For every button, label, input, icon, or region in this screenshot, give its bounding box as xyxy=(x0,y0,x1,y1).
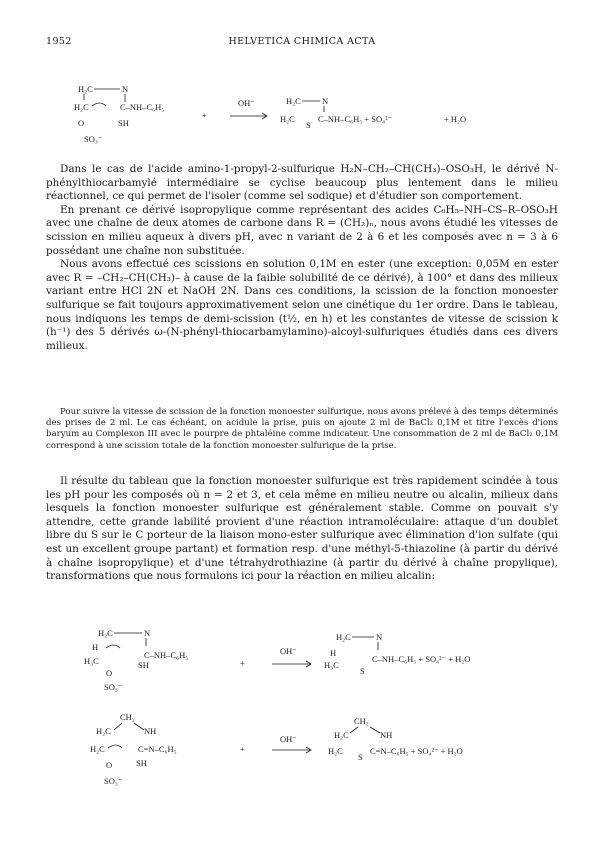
reaction-scheme-2 xyxy=(84,628,544,708)
s3-prod-nh: NH xyxy=(380,730,393,740)
s3-sh: SH xyxy=(136,758,147,768)
s2-prod-s: S xyxy=(360,666,365,676)
s2-h3c: H₃C xyxy=(84,656,99,666)
reaction-scheme-1 xyxy=(74,84,544,156)
chem-sh: SH xyxy=(118,118,129,128)
intro-paragraphs xyxy=(46,163,558,353)
s2-so3: SO₃⁻ xyxy=(104,682,123,692)
s3-arrow-label: OH⁻ xyxy=(280,734,297,744)
prod-c-nh-c6h5: C–NH–C₆H₅ + SO₄²⁻ xyxy=(318,114,393,124)
s3-n-c6h5: C=N–C₆H₅ xyxy=(138,744,177,754)
s3-h2c-2: H₂C xyxy=(90,744,105,754)
prod-h2c: H₂C xyxy=(286,96,301,106)
paragraph-2: En prenant ce dérivé isopropylique comme représentant des acides C₆H₅–NH–CS–R–OSO₃H avec une chaîne de deux atomes de carbone dans R = (CH₂)ₙ, nous avons étudié les vitesses de scission en milieu aqueux à divers pH, avec n variant de 2 à 6 et les composés avec n = 3 à 6 possédant une chaîne non substituée. xyxy=(46,203,558,257)
s3-ch2: CH₂ xyxy=(120,712,135,722)
s3-prod-h2c-2: H₂C xyxy=(328,746,343,756)
s2-nh-c6h5: C–NH–C₆H₅ xyxy=(144,650,189,660)
scheme-2-drawing xyxy=(84,628,544,708)
s2-prod-h3c: H₃C xyxy=(324,660,339,670)
plus-sign: + xyxy=(202,110,207,120)
chem-c-o: O xyxy=(78,118,85,128)
prod-h2c-2: H₂C xyxy=(280,114,295,124)
prod-n: N xyxy=(322,96,329,106)
footnote-text: Pour suivre la vitesse de scission de la fonction monoester sulfurique, nous avons prélevé à des temps déterminés des prises de 2 ml. Le cas échéant, on acidule la prise, puis on ajoute 2 ml de BaCl₂ 0,1M et titre l'excès d'ions baryum au Complexon III avec le pourpre de phtaléine comme indicateur. Une consommation de 2 ml de BaCl₂ 0,1M correspond à une scission totale de la fonction monoester sulfurique de la prise. xyxy=(46,407,558,451)
s2-n: N xyxy=(144,628,151,638)
reaction-scheme-3 xyxy=(84,712,544,804)
method-footnote xyxy=(46,407,558,452)
page-number: 1952 xyxy=(46,36,72,47)
scheme-1-drawing xyxy=(74,84,544,156)
paragraph-1: Dans le cas de l'acide amino-1-propyl-2-sulfurique H₂N–CH₂–CH(CH₃)–OSO₃H, le dérivé N-phénylthiocarbamylé intermédiaire se cyclise beaucoup plus lentement dans le milieu réactionnel, ce qui permet de l'isoler (comme sel sodique) et d'étudier son comportement. xyxy=(46,163,558,203)
s2-h2c: H₂C xyxy=(98,628,113,638)
s3-plus: + xyxy=(240,744,245,754)
s3-prod-s: S xyxy=(358,752,363,762)
s3-prod-tail: C=N–C₆H₅ + SO₄²⁻ + H₂O xyxy=(370,746,463,756)
s2-sh: SH xyxy=(138,660,149,670)
s2-prod-h2c: H₂C xyxy=(336,632,351,642)
s3-prod-ch2: CH₂ xyxy=(354,716,369,726)
s2-arrow-label: OH⁻ xyxy=(280,646,297,656)
chem-h2c-2: H₂C xyxy=(74,102,89,112)
chem-nh-c6h5: C–NH–C₆H₅ xyxy=(120,102,165,112)
s2-plus: + xyxy=(240,658,245,668)
paragraph-4: Il résulte du tableau que la fonction monoester sulfurique est très rapidement scindée à tous les pH pour les composés où n = 2 et 3, et cela même en milieu neutre ou alcalin, milieux dans lesquels la fonction monoester sulfurique est généralement stable. Comme on pouvait s'y attendre, cette grande labilité provient d'une réaction intramoléculaire: attaque d'un doublet libre du S sur le C porteur de la liaison mono-ester sulfurique avec élimination d'ion sulfate (qui est un excellent groupe partant) et formation resp. d'une méthyl-5-thiazoline (à partir du dérivé à chaîne isopropylique) et d'une tétrahydrothiazine (à partir du dérivé à chaîne propylique), transformations que nous formulons ici pour la réaction en milieu alcalin: xyxy=(46,475,558,583)
s3-h2c: H₂C xyxy=(96,726,111,736)
s3-o: O xyxy=(106,760,113,770)
water: + H₂O xyxy=(444,114,467,124)
chem-so3: SO₃⁻ xyxy=(84,134,103,144)
s2-prod-tail: C–NH–C₆H₅ + SO₄²⁻ + H₂O xyxy=(372,654,471,664)
s3-so3: SO₃⁻ xyxy=(104,776,123,786)
running-header xyxy=(46,36,558,50)
s3-nh: NH xyxy=(144,726,157,736)
journal-title: HELVETICA CHIMICA ACTA xyxy=(228,36,376,47)
chem-n: N xyxy=(122,84,129,94)
chem-h2c: H₂C xyxy=(78,84,93,94)
s3-prod-h2c: H₂C xyxy=(334,730,349,740)
paragraph-3: Nous avons effectué ces scissions en solution 0,1M en ester (une exception: 0,05M en ester avec R = –CH₂–CH(CH₃)– à cause de la faible solubilité de ce dérivé), à 100° et dans des milieux variant entre HCl 2N et NaOH 2N. Dans ces conditions, la scission de la fonction monoester sulfurique se fait toujours approximativement selon une cinétique du 1er ordre. Dans le tableau, nous indiquons les temps de demi-scission (t½, en h) et les constantes de vitesse de scission k (h⁻¹) des 5 dérivés ω-(N-phényl-thiocarbamylamino)-alcoyl-sulfuriques étudiés dans ces divers milieux. xyxy=(46,258,558,352)
s2-prod-n: N xyxy=(376,632,383,642)
results-paragraph xyxy=(46,475,558,584)
s2-prod-h: H xyxy=(330,648,337,658)
scheme-3-drawing xyxy=(84,712,544,804)
s2-o: O xyxy=(106,668,113,678)
s2-h: H xyxy=(92,642,99,652)
prod-s: S xyxy=(306,120,311,130)
arrow-label: OH⁻ xyxy=(238,98,255,108)
